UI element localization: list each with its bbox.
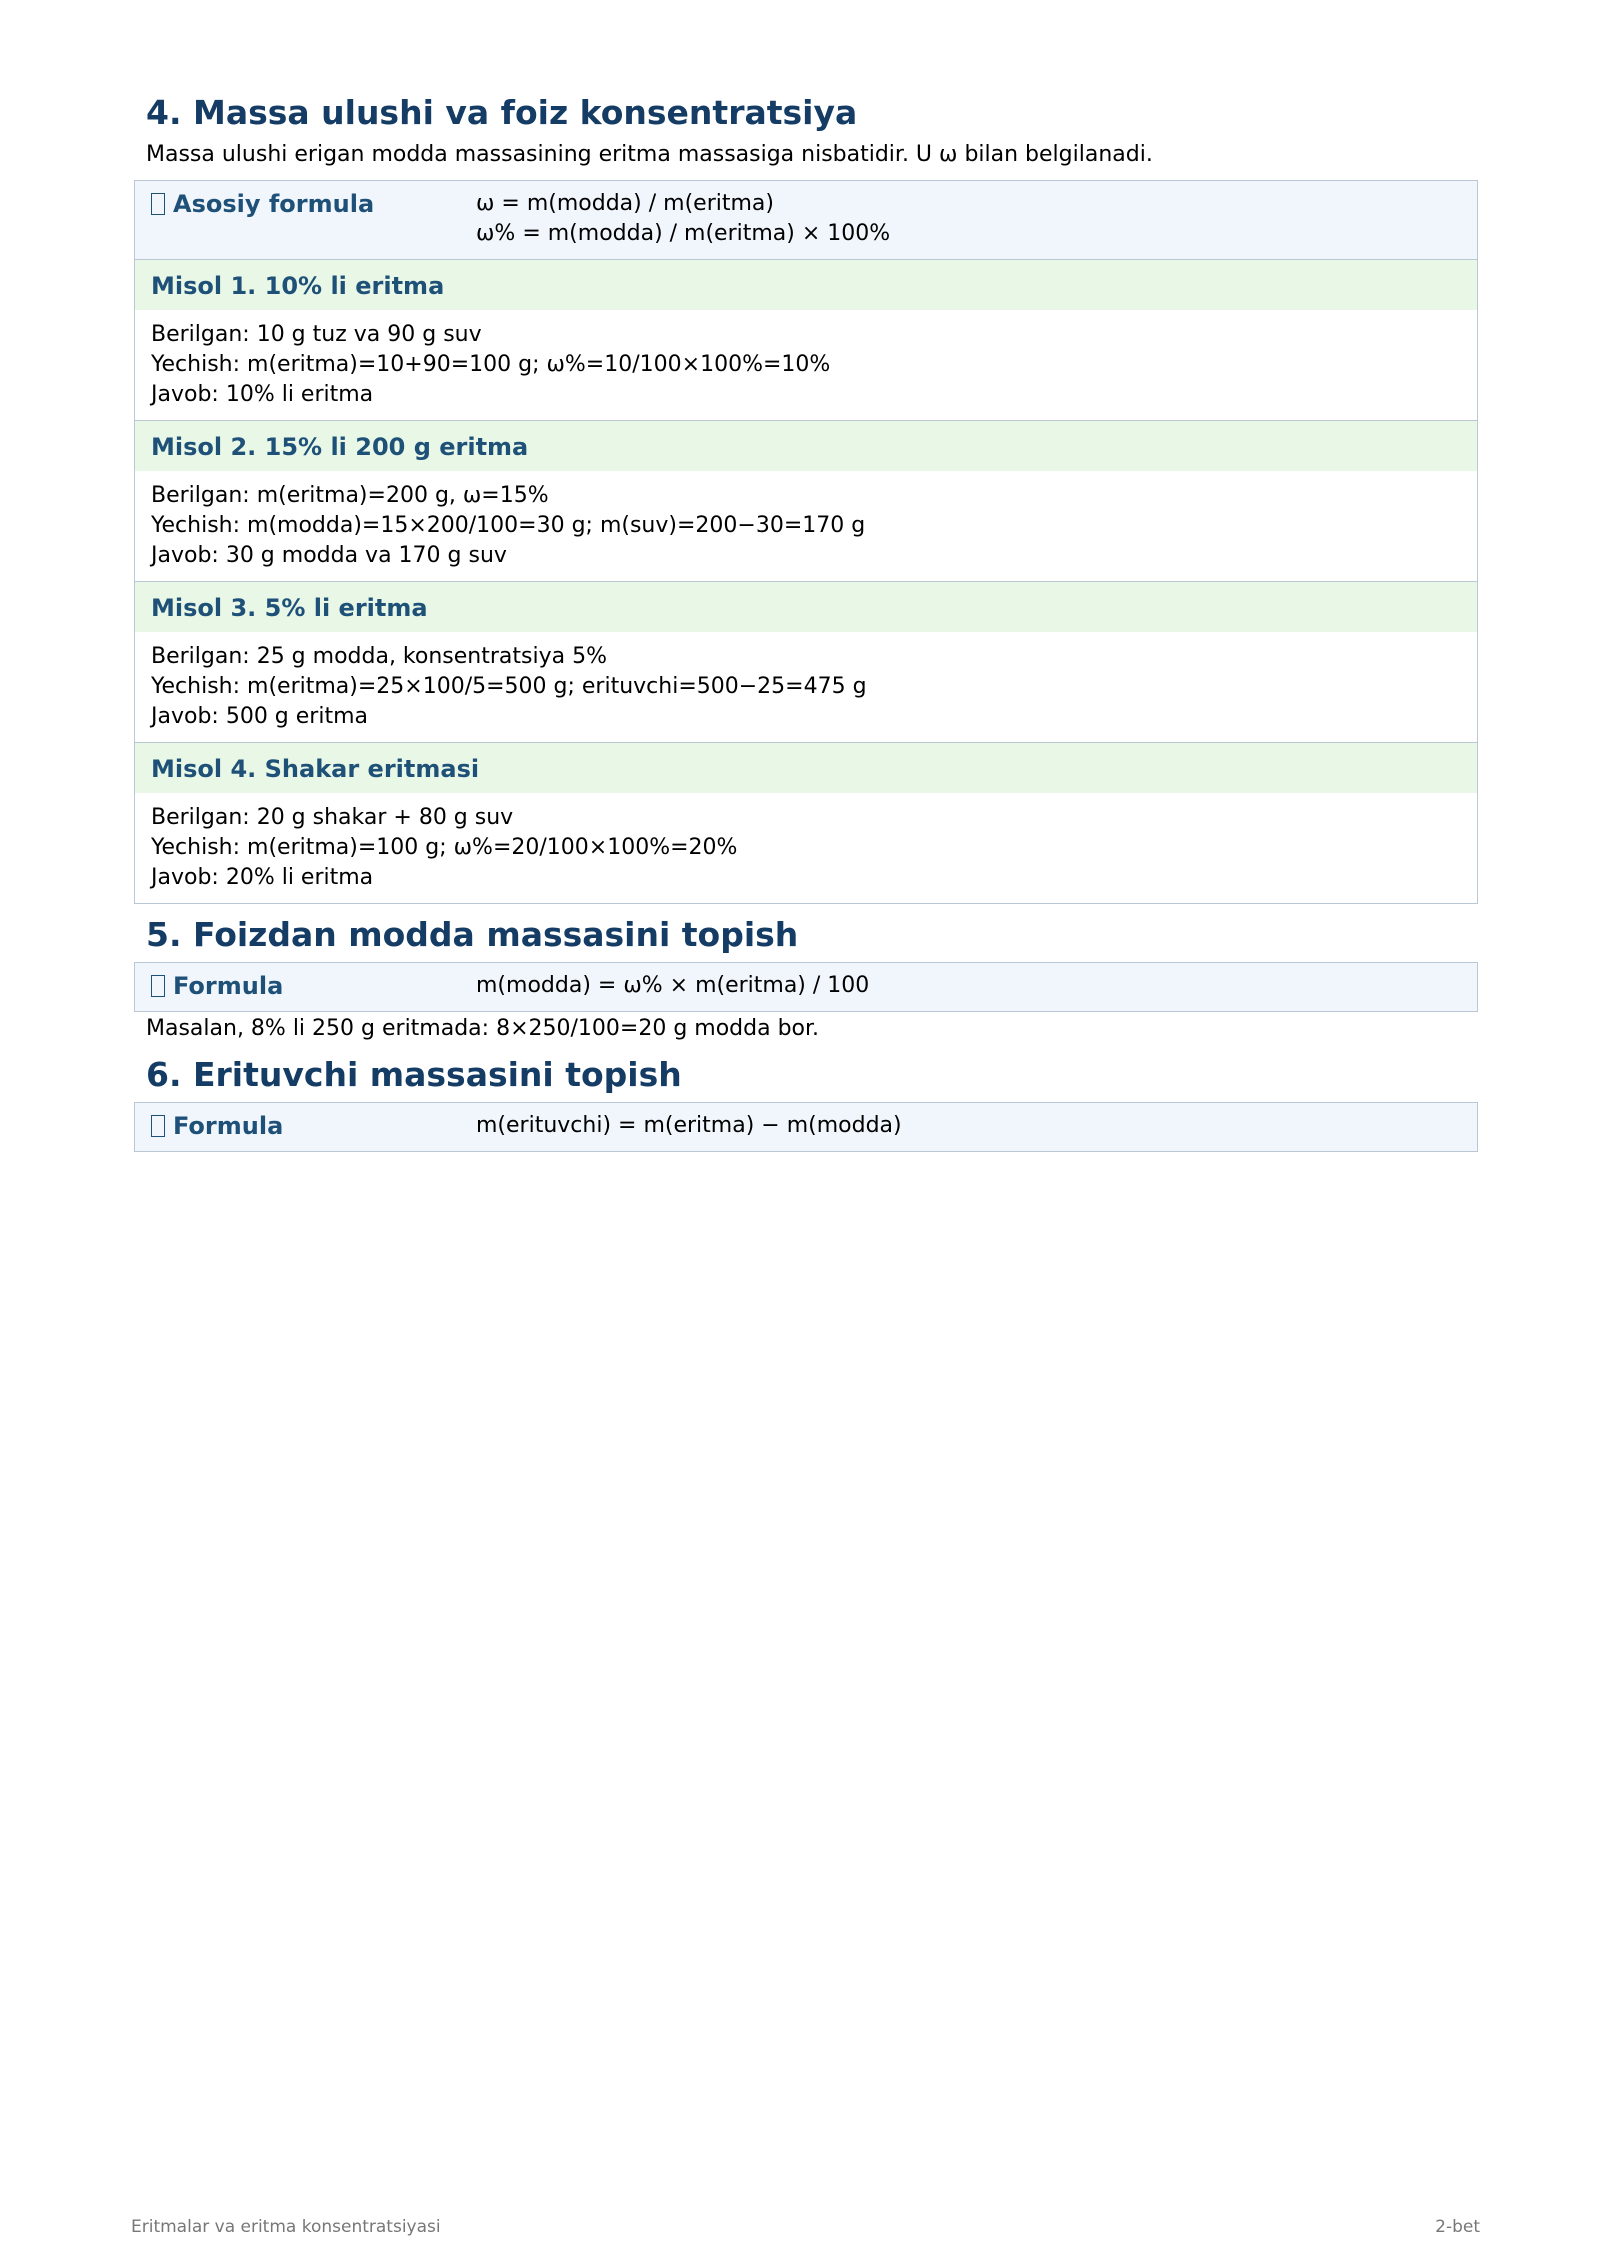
example-line: Javob: 500 g eritma [151, 704, 368, 729]
example-line: Berilgan: m(eritma)=200 g, ω=15% [151, 483, 549, 508]
section-6-box [134, 1102, 1478, 1152]
example-line: Yechish: m(eritma)=25×100/5=500 g; erituvchi=500−25=475 g [151, 674, 867, 699]
formula-label-cell [151, 189, 476, 249]
example-line: Yechish: m(eritma)=100 g; ω%=20/100×100%=20% [151, 835, 738, 860]
formula-lines [476, 971, 869, 1001]
formula-label: Formula [173, 1112, 284, 1140]
example-4-title: Misol 4. Shakar eritmasi [135, 742, 1477, 793]
section-4-title: 4. Massa ulushi va foiz konsentratsiya [146, 93, 858, 132]
section-6-title: 6. Erituvchi massasini topish [146, 1055, 682, 1094]
example-line: Javob: 20% li eritma [151, 865, 374, 890]
footer-document-title: Eritmalar va eritma konsentratsiyasi [131, 2217, 441, 2237]
formula-line: m(modda) = ω% × m(eritma) / 100 [476, 973, 870, 998]
example-line: Berilgan: 25 g modda, konsentratsiya 5% [151, 644, 607, 669]
example-line: Javob: 30 g modda va 170 g suv [151, 543, 507, 568]
example-line: Berilgan: 20 g shakar + 80 g suv [151, 805, 514, 830]
formula-box-icon [151, 975, 165, 997]
formula-label: Formula [173, 972, 284, 1000]
formula-box-icon [151, 193, 165, 215]
formula-label-cell [151, 971, 476, 1001]
section-5-box [134, 962, 1478, 1012]
section-5-note: Masalan, 8% li 250 g eritmada: 8×250/100=20 g modda bor. [146, 1016, 820, 1041]
formula-line: ω = m(modda) / m(eritma) [476, 191, 774, 216]
spacer [134, 904, 1478, 914]
example-line: Javob: 10% li eritma [151, 382, 374, 407]
section-4-intro: Massa ulushi erigan modda massasining eritma massasiga nisbatidir. U ω bilan belgilanadi. [146, 142, 1153, 167]
formula-box-icon [151, 1115, 165, 1137]
formula-row [135, 963, 1477, 1011]
example-3-title: Misol 3. 5% li eritma [135, 581, 1477, 632]
formula-line: ω% = m(modda) / m(eritma) × 100% [476, 221, 891, 246]
formula-lines [476, 1111, 902, 1141]
footer-page-number: 2-bet [1435, 2217, 1480, 2237]
example-4-body [135, 793, 1477, 903]
formula-label: Asosiy formula [173, 190, 375, 218]
example-line: Berilgan: 10 g tuz va 90 g suv [151, 322, 482, 347]
formula-line: m(erituvchi) = m(eritma) − m(modda) [476, 1113, 902, 1138]
formula-label-cell [151, 1111, 476, 1141]
formula-row [135, 1103, 1477, 1151]
formula-lines [476, 189, 890, 249]
example-2-body [135, 471, 1477, 581]
section-4-box [134, 180, 1478, 904]
page-content [134, 92, 1478, 1152]
main-formula-row [135, 181, 1477, 259]
example-3-body [135, 632, 1477, 742]
section-5-title: 5. Foizdan modda massasini topish [146, 915, 799, 954]
example-1-title: Misol 1. 10% li eritma [135, 259, 1477, 310]
example-line: Yechish: m(modda)=15×200/100=30 g; m(suv)=200−30=170 g [151, 513, 866, 538]
example-line: Yechish: m(eritma)=10+90=100 g; ω%=10/100×100%=10% [151, 352, 831, 377]
example-1-body [135, 310, 1477, 420]
example-2-title: Misol 2. 15% li 200 g eritma [135, 420, 1477, 471]
